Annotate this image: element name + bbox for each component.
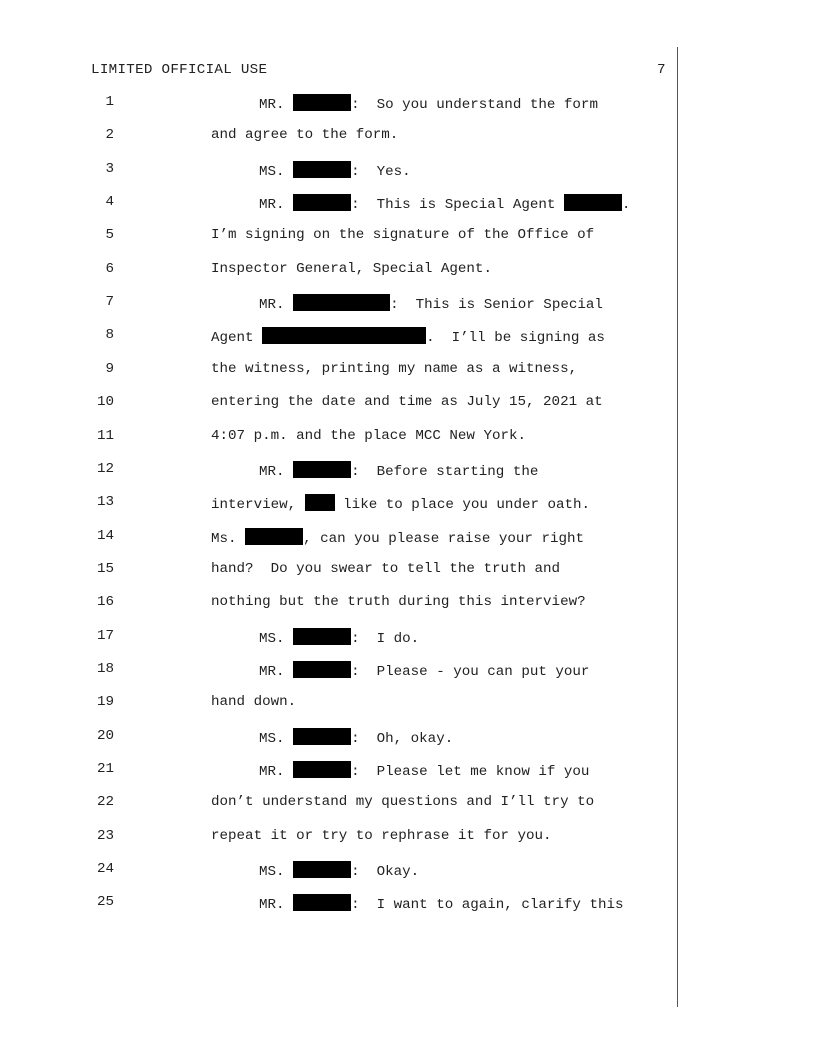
text-segment: the witness, printing my name as a witness,: [211, 360, 578, 377]
text-segment: MS.: [259, 730, 294, 747]
transcript-line: [0, 494, 816, 514]
line-number: 13: [96, 494, 114, 511]
redaction-box: [293, 861, 351, 878]
transcript-line: [0, 94, 816, 114]
line-number: 6: [105, 260, 114, 277]
line-number: 16: [96, 594, 114, 611]
redaction-box: [564, 194, 622, 211]
line-text: [259, 161, 411, 180]
line-number: 11: [96, 427, 114, 444]
line-text: [259, 628, 419, 647]
line-number: 24: [96, 861, 114, 878]
line-number: 20: [96, 727, 114, 744]
text-segment: : Before starting the: [351, 463, 539, 480]
redaction-box: [293, 94, 351, 111]
text-segment: : Please let me know if you: [351, 764, 590, 780]
line-number: 17: [96, 627, 114, 644]
line-text: [259, 461, 538, 480]
text-segment: MS.: [259, 630, 294, 647]
line-number: 8: [105, 327, 114, 344]
text-segment: Agent: [211, 330, 263, 347]
transcript-line: [0, 227, 816, 247]
line-number: 25: [96, 894, 114, 911]
transcript-line: [0, 261, 816, 281]
line-number: 21: [96, 761, 114, 777]
transcript-line: [0, 861, 816, 881]
line-number: 19: [96, 694, 114, 711]
redaction-box: [293, 194, 351, 211]
line-number: 18: [96, 660, 114, 677]
line-text: [211, 227, 594, 243]
text-segment: MR.: [259, 764, 294, 780]
text-segment: : Yes.: [351, 163, 411, 180]
line-number: 23: [96, 827, 114, 844]
redaction-box: [245, 528, 303, 545]
text-segment: Ms.: [211, 530, 246, 547]
text-segment: and agree to the form.: [211, 127, 399, 144]
redaction-box: [262, 327, 426, 344]
line-text: [259, 94, 598, 113]
line-text: [211, 528, 584, 547]
transcript-line: [0, 761, 816, 781]
line-number: 12: [96, 460, 114, 477]
transcript-line: [0, 628, 816, 648]
text-segment: Inspector General, Special Agent.: [211, 260, 492, 277]
text-segment: MR.: [259, 663, 294, 680]
text-segment: repeat it or try to rephrase it for you.: [211, 827, 552, 844]
redaction-box: [293, 294, 390, 311]
transcript-line: [0, 127, 816, 147]
redaction-box: [293, 661, 351, 678]
line-number: 7: [105, 294, 114, 311]
transcript-line: [0, 394, 816, 414]
line-text: [211, 561, 560, 577]
transcript-line: [0, 594, 816, 614]
text-segment: : Please - you can put your: [351, 663, 590, 680]
transcript-line: [0, 194, 816, 214]
line-text: [211, 694, 296, 710]
text-segment: MR.: [259, 463, 294, 480]
transcript-line: [0, 661, 816, 681]
transcript-line: [0, 294, 816, 314]
transcript-line: [0, 361, 816, 381]
transcript-line: [0, 561, 816, 581]
text-segment: I’m signing on the signature of the Office of: [211, 227, 595, 244]
transcript-line: [0, 428, 816, 448]
line-number: 3: [105, 160, 114, 177]
text-segment: don’t understand my questions and I’ll try to: [211, 794, 595, 811]
redaction-box: [293, 761, 351, 778]
transcript-line: [0, 161, 816, 181]
line-text: [259, 661, 589, 680]
line-text: [211, 428, 526, 444]
line-text: [211, 828, 552, 844]
text-segment: like to place you under oath.: [334, 497, 591, 514]
text-segment: . I’ll be signing as: [426, 330, 605, 347]
text-segment: : I do.: [351, 630, 420, 647]
text-segment: entering the date and time as July 15, 2021 at: [211, 394, 603, 411]
text-segment: MS.: [259, 864, 294, 881]
text-segment: : Okay.: [351, 864, 420, 881]
line-number: 15: [96, 560, 114, 577]
line-number: 1: [105, 94, 114, 110]
transcript-line: [0, 461, 816, 481]
classification-header: LIMITED OFFICIAL USE: [91, 62, 268, 78]
text-segment: interview,: [211, 497, 305, 514]
line-text: [259, 761, 589, 780]
transcript-line: [0, 327, 816, 347]
text-segment: nothing but the truth during this interview?: [211, 594, 586, 611]
text-segment: MR.: [259, 97, 294, 113]
text-segment: MS.: [259, 163, 294, 180]
text-segment: 4:07 p.m. and the place MCC New York.: [211, 427, 527, 444]
text-segment: : This is Senior Special: [390, 297, 603, 314]
transcript-line: [0, 728, 816, 748]
line-number: 22: [96, 794, 114, 811]
line-text: [211, 261, 492, 277]
line-number: 2: [105, 127, 114, 144]
text-segment: MR.: [259, 297, 294, 314]
redaction-box: [293, 628, 351, 645]
page-number: 7: [657, 62, 666, 78]
redaction-box: [293, 728, 351, 745]
transcript-line: [0, 794, 816, 814]
line-number: 10: [96, 394, 114, 411]
text-segment: .: [621, 197, 631, 214]
redaction-box: [293, 461, 351, 478]
line-text: [211, 794, 594, 810]
text-segment: hand down.: [211, 694, 297, 711]
line-text: [259, 294, 603, 313]
line-text: [211, 127, 398, 143]
transcript-line: [0, 528, 816, 548]
line-text: [211, 594, 586, 610]
line-text: [211, 327, 605, 346]
text-segment: , can you please raise your right: [303, 530, 585, 547]
line-text: [259, 194, 630, 213]
transcript-line: [0, 694, 816, 714]
line-text: [259, 861, 419, 880]
text-segment: : This is Special Agent: [351, 197, 564, 214]
text-segment: MR.: [259, 197, 294, 214]
line-text: [259, 728, 453, 747]
text-segment: hand? Do you swear to tell the truth and: [211, 560, 561, 577]
line-text: [211, 361, 577, 377]
line-number: 5: [105, 227, 114, 244]
text-segment: : Oh, okay.: [351, 730, 454, 747]
line-text: [211, 394, 603, 410]
text-segment: MR.: [259, 897, 294, 914]
line-number: 9: [105, 360, 114, 377]
line-number: 14: [96, 527, 114, 544]
transcript-line: [0, 828, 816, 848]
line-text: [211, 494, 590, 513]
line-text: [259, 894, 624, 913]
redaction-box: [293, 894, 351, 911]
redaction-box: [293, 161, 351, 178]
redaction-box: [305, 494, 335, 511]
line-number: 4: [105, 194, 114, 211]
transcript-line: [0, 894, 816, 914]
text-segment: : So you understand the form: [351, 97, 598, 113]
text-segment: : I want to again, clarify this: [351, 897, 624, 914]
